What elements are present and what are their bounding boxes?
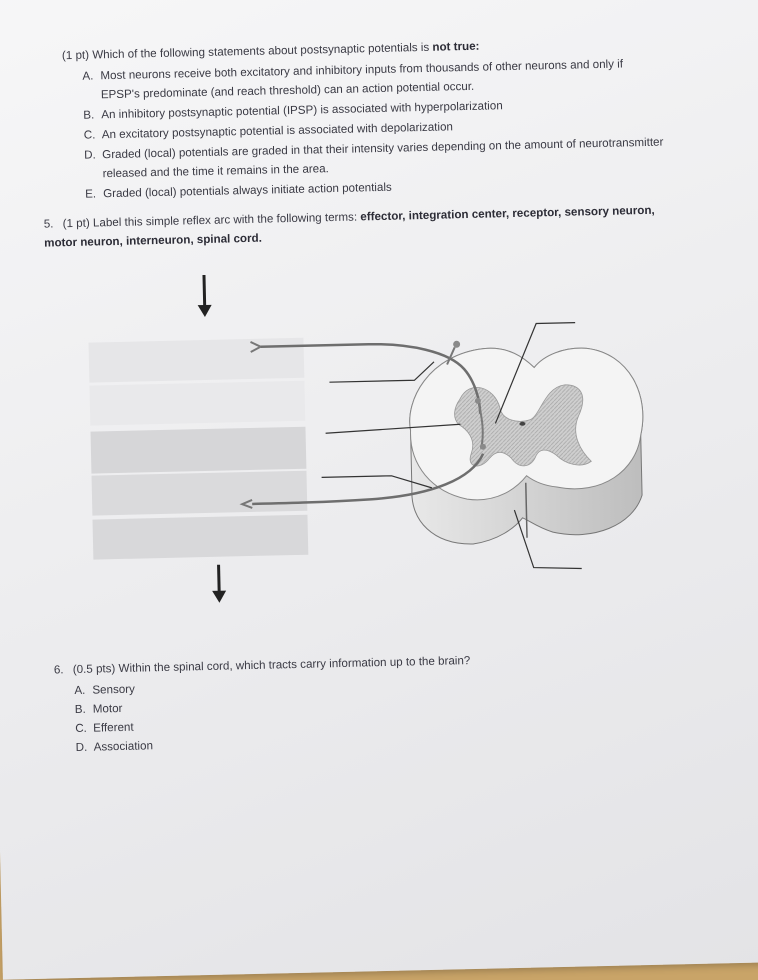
- q4-option-b: B. An inhibitory postsynaptic potential (IPSP) is associated with hyperpolarization: [83, 99, 503, 122]
- label-line-1: [329, 362, 434, 382]
- q5-number: 5.: [43, 217, 54, 231]
- q4-option-c: C. An excitatory postsynaptic potential is associated with depolarization: [83, 120, 454, 142]
- tissue-band-2: [89, 381, 305, 426]
- tissue-band-3: [91, 427, 307, 474]
- spinal-cord-cross-section: [408, 345, 646, 545]
- q6-option-a: A. Sensory: [74, 682, 136, 698]
- q6-option-d: D. Association: [75, 739, 154, 755]
- q4-option-e: E. Graded (local) potentials always initiate action potentials: [84, 180, 392, 201]
- q5-terms: effector, integration center, receptor, sensory neuron, motor neuron, interneuron, spinal cord.: [44, 203, 655, 250]
- q4-option-d: D. Graded (local) potentials are graded in that their intensity varies depending on the amount of neurotransmitter released and the time it remains in the area.: [84, 135, 664, 181]
- q6-text: Within the spinal cord, which tracts carry information up to the brain?: [118, 654, 471, 676]
- q6-option-c: C. Efferent: [75, 720, 134, 736]
- q4-emphasis: not true:: [432, 39, 480, 54]
- q4-text: Which of the following statements about postsynaptic potentials is: [92, 40, 430, 62]
- down-arrow-icon: [197, 275, 212, 317]
- tissue-band-5: [92, 515, 308, 560]
- q5-points: (1 pt): [62, 216, 90, 231]
- tissue-band-4: [91, 471, 307, 516]
- down-arrow-icon: [212, 565, 227, 603]
- q6-option-b: B. Motor: [74, 701, 123, 717]
- q6-points: (0.5 pts): [72, 662, 116, 677]
- tissue-band-1: [88, 338, 304, 383]
- q6-number: 6.: [53, 663, 64, 677]
- q4-option-a: A. Most neurons receive both excitatory and inhibitory inputs from thousands of other neurons and only if EPSP's predominate (and reach threshold) can an action potential occur.: [82, 57, 624, 102]
- q4-points: (1 pt): [61, 48, 90, 63]
- q5-text: Label this simple reflex arc with the following terms:: [92, 210, 358, 230]
